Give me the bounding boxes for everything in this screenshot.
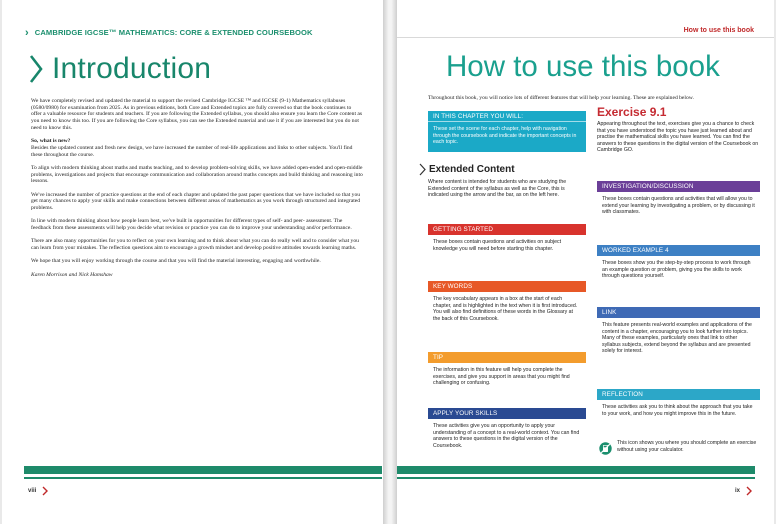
- page-number-right: [735, 486, 752, 496]
- key-words-box: [428, 281, 586, 322]
- intro-paragraph: We have completely revised and updated the material to support the revised Cambridge IGCSE ™ and IGCSE (9-1) Mathematics syllabuses (0580/0980) for examination from 2025. As in previous editions, both Core and Extended topics are fully covered so that the book continues to offer a valuable resource for students and teachers. If you are following the Extended syllabus, you should also ensure you learn the Core content as you need to know this too. If you are following the Core syllabus, you can see the Extended material and use it if you are interested but you do not need to know this.: [31, 98, 363, 131]
- chevron-right-icon: [28, 54, 44, 84]
- footer-bar: [397, 466, 755, 474]
- box-text: These boxes contain questions and activities on subject knowledge you will need before starting this chapter.: [433, 239, 562, 252]
- box-text: This feature presents real-world examples and applications of the content in a chapter, encouraging you to look further into topics. Many of these examples, particularly ones that link to other syllabus subjects, extend beyond the syllabus and are presented solely for interest.: [602, 322, 752, 355]
- left-page: [2, 0, 383, 524]
- intro-subheading: So, what is new?: [31, 138, 71, 145]
- intro-paragraph: We hope that you will enjoy working through the course and that you will find the material interesting, engaging and worthwhile.: [31, 258, 321, 265]
- box-label: INVESTIGATION/DISCUSSION: [597, 181, 760, 192]
- getting-started-box: [428, 224, 586, 252]
- extended-text: Where content is intended for students who are studying the Extended content of the syllabus as well as the Core, this is indicated using the arrow and the bar, as on the left here.: [428, 179, 567, 199]
- footer-bar: [24, 466, 382, 474]
- box-label: WORKED EXAMPLE 4: [597, 245, 760, 256]
- worked-example-box: [597, 245, 760, 280]
- intro-line: Throughout this book, you will notice lots of different features that will help your learning. These are explained below.: [428, 95, 694, 101]
- no-calculator-note: [597, 440, 760, 455]
- folio-text: viii: [28, 488, 37, 494]
- box-text: These boxes contain questions and activities that will allow you to extend your learning by investigating a problem, or by discussing it with classmates.: [602, 196, 755, 216]
- page-title: How to use this book: [446, 50, 720, 83]
- box-label: TIP: [428, 352, 586, 363]
- intro-paragraph: In line with modern thinking about how people learn best, we've built in opportunities for different types of self- and peer- assessment. The feedback from these assessments will help you decide what revision or practice you can do to improve your understanding and/or performance.: [31, 218, 352, 231]
- intro-paragraph: There are also many opportunities for you to reflect on your own learning and to think about what you can do really well and to consider what you can learn from your mistakes. The reflection questions aim to encourage a growth mindset and develop positive attitudes towards learning maths.: [31, 238, 359, 251]
- running-head-left: [25, 27, 313, 39]
- running-head-text: CAMBRIDGE IGCSE™ MATHEMATICS: CORE & EXTENDED COURSEBOOK: [34, 28, 313, 37]
- header-rule: [397, 37, 774, 38]
- box-label: KEY WORDS: [428, 281, 586, 292]
- chevron-right-icon: [746, 486, 752, 496]
- apply-your-skills-box: [428, 408, 586, 449]
- intro-body: [31, 98, 363, 285]
- folio-text: ix: [734, 488, 740, 494]
- extended-content-feature: [419, 163, 589, 199]
- box-text: The key vocabulary appears in a box at the start of each chapter, and is highlighted in the text when it is first introduced. You will also find definitions of these words in the Glossary at the back of this Coursebook.: [433, 296, 578, 322]
- chevron-right-icon: ›: [25, 27, 29, 39]
- page-number-left: [28, 486, 48, 496]
- book-spine: [383, 0, 397, 524]
- in-this-chapter-box: [428, 111, 586, 152]
- no-calculator-icon: [599, 442, 612, 455]
- intro-paragraph: To align with modern thinking about maths and maths teaching, and to develop problem-solving skills, we have added open-ended and open-middle problems, investigations and projects that encourage communication and collaboration around maths concepts and build thinking and reasoning into lessons.: [31, 164, 363, 185]
- extended-title: Extended Content: [429, 164, 515, 175]
- title-row: [28, 52, 211, 86]
- box-text: These activities ask you to think about the approach that you take to your work, and how you might improve this in the future.: [602, 404, 753, 417]
- footer-rule: [397, 477, 755, 479]
- chevron-right-icon: [42, 486, 48, 496]
- running-head-right: How to use this book: [683, 27, 754, 34]
- box-label: GETTING STARTED: [428, 224, 586, 235]
- no-calculator-text: This icon shows you where you should complete an exercise without using your calculator.: [617, 440, 757, 453]
- investigation-box: [597, 181, 760, 216]
- intro-paragraph: Besides the updated content and fresh new design, we have increased the number of real-life applications and links to other subjects. You'll find these throughout the course.: [31, 144, 353, 158]
- reflection-box: [597, 389, 760, 417]
- exercise-text: Appearing throughout the text, exercises give you a chance to check that you have understood the topic you have just learned about and practise the mathematical skills you have learned. You can find the answers to these questions in the digital version of the Coursebook on Cambridge GO.: [597, 121, 759, 154]
- box-text: These set the scene for each chapter, help with navigation through the coursebook and indicate the important concepts in each topic.: [433, 126, 577, 146]
- tip-box: [428, 352, 586, 387]
- authors-signature: Karen Morrison and Nick Hamshaw: [31, 271, 113, 278]
- box-label: LINK: [597, 307, 760, 318]
- footer-rule: [24, 477, 382, 479]
- chevron-right-icon: [419, 163, 426, 176]
- box-text: These boxes show you the step-by-step process to work through an example question or problem, giving you the skills to work through questions yourself.: [602, 260, 751, 280]
- box-label: IN THIS CHAPTER YOU WILL:: [428, 111, 586, 122]
- page-title: Introduction: [52, 52, 212, 85]
- intro-paragraph: We've increased the number of practice questions at the end of each chapter and updated the past paper questions that we have included so that you get many chances to apply your skills and make connections between different areas of mathematics as you work through structured and integrated problems.: [31, 191, 361, 211]
- right-page: [397, 0, 774, 524]
- box-text: The information in this feature will help you complete the exercises, and give you support in areas that you might find challenging or confusing.: [433, 367, 570, 387]
- box-text: These activities give you an opportunity to apply your understanding of a concept to a real-world context. You can find answers to these questions in the digital version of the Coursebook.: [433, 423, 580, 449]
- exercise-title: Exercise 9.1: [597, 105, 667, 119]
- link-box: [597, 307, 760, 355]
- box-label: REFLECTION: [597, 389, 760, 400]
- box-label: APPLY YOUR SKILLS: [428, 408, 586, 419]
